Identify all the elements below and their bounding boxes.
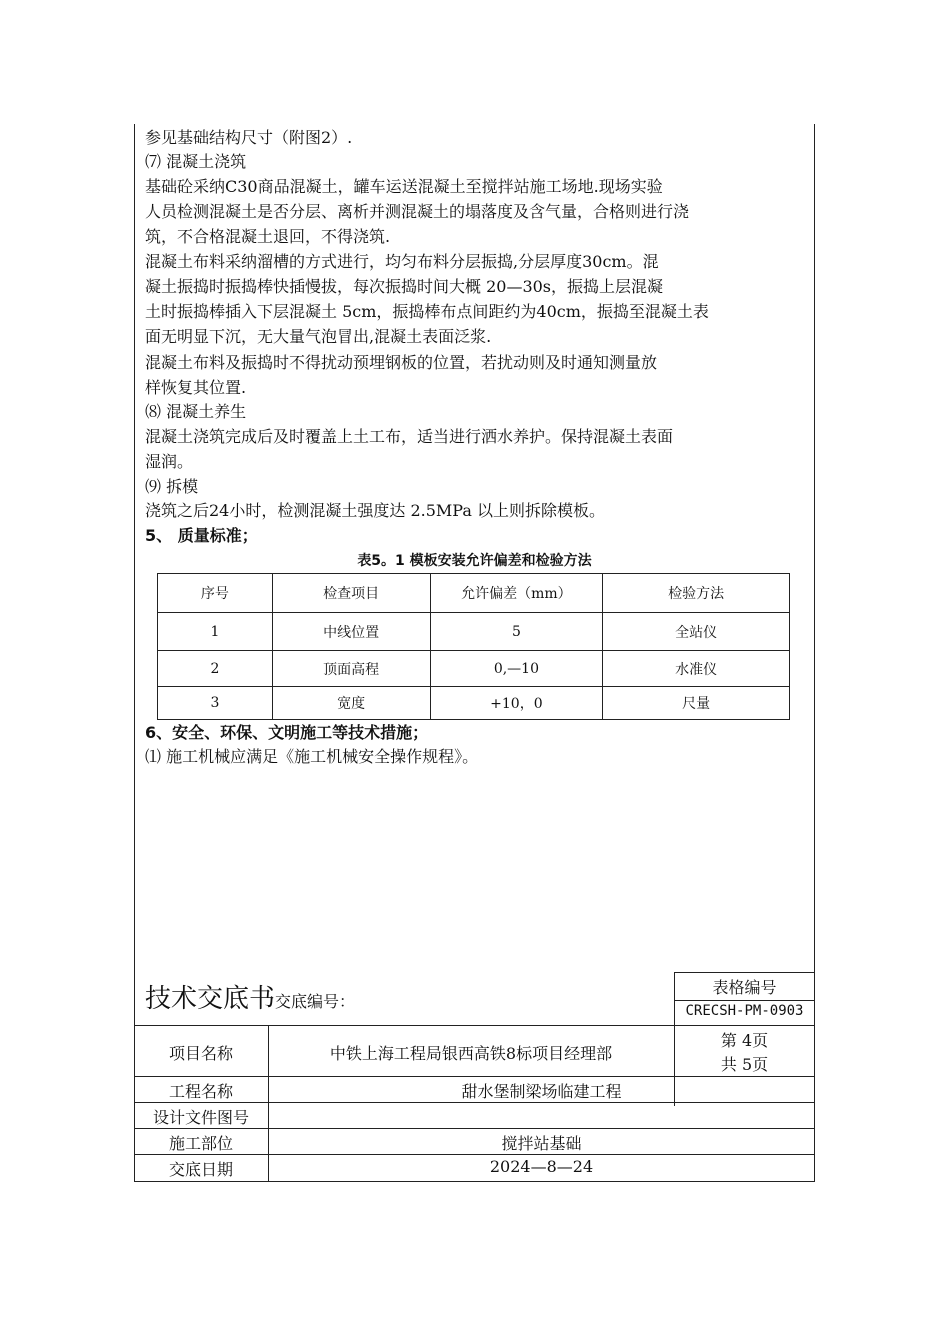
table-row: [158, 613, 790, 651]
body-line: 人员检测混凝土是否分层、离析并测混凝土的塌落度及含气量，合格则进行浇: [145, 202, 690, 221]
divider: [674, 972, 815, 973]
project-label: 项目名称: [168, 1044, 233, 1063]
divider: [134, 1025, 815, 1026]
table-cell: 0,—10: [430, 651, 603, 687]
body-line: ⑴ 施工机械应满足《施工机械安全操作规程》。: [145, 747, 479, 766]
divider: [134, 1154, 815, 1155]
body-line: 混凝土布料及振捣时不得扰动预埋钢板的位置，若扰动则及时通知测量放: [145, 353, 658, 372]
table-cell: 5: [430, 613, 603, 651]
table-cell: 中线位置: [272, 613, 430, 651]
table-caption: 表5。1 模板安装允许偏差和检验方法: [357, 553, 592, 569]
page-total: 共 5页: [720, 1055, 769, 1074]
body-line: 样恢复其位置.: [145, 378, 247, 397]
body-line: 土时振捣棒插入下层混凝土 5cm，振捣棒布点间距约为40cm，振捣至混凝土表: [145, 302, 709, 321]
divider: [674, 1000, 815, 1001]
page-current: 第 4页: [720, 1031, 769, 1050]
date-value: 2024—8—24: [489, 1157, 594, 1176]
table-header: 允许偏差（mm）: [430, 574, 603, 613]
body-line: 浇筑之后24小时，检测混凝土强度达 2.5MPa 以上则拆除模板。: [145, 501, 605, 520]
body-line: ⑼ 拆模: [145, 477, 199, 496]
form-title-text: 技术交底书: [145, 984, 276, 1014]
table-cell: 尺量: [603, 687, 790, 720]
date-label: 交底日期: [168, 1160, 233, 1179]
project-value: 中铁上海工程局银西高铁8标项目经理部: [329, 1044, 613, 1063]
divider: [134, 1128, 815, 1129]
form-no-label: 表格编号: [712, 978, 777, 997]
table-row: [158, 687, 790, 720]
table-header-row: [158, 574, 790, 613]
table-cell: 1: [158, 613, 273, 651]
form-no-value: CRECSH-PM-0903: [685, 1003, 804, 1019]
body-line: ⑺ 混凝土浇筑: [145, 152, 247, 171]
body-line: 参见基础结构尺寸（附图2）.: [145, 128, 353, 147]
body-line: 凝土振捣时振捣棒快插慢拔，每次振捣时间大概 20—30s，振捣上层混凝: [145, 277, 664, 296]
table-header: 检查项目: [272, 574, 430, 613]
tolerance-table: [157, 573, 790, 720]
body-line: 基础砼采纳C30商品混凝土，罐车运送混凝土至搅拌站施工场地.现场实验: [145, 177, 663, 196]
table-header: 检验方法: [603, 574, 790, 613]
part-label: 施工部位: [168, 1134, 233, 1153]
body-line: ⑻ 混凝土养生: [145, 402, 247, 421]
table-cell: +10，0: [430, 687, 603, 720]
form-title: [145, 978, 355, 1015]
section-heading-safety: 6、安全、环保、文明施工等技术措施；: [145, 723, 429, 742]
part-value: 搅拌站基础: [501, 1134, 582, 1153]
form-number-label: 交底编号：: [275, 992, 356, 1011]
table-cell: 宽度: [272, 687, 430, 720]
divider: [134, 1076, 815, 1077]
design-label: 设计文件图号: [152, 1108, 249, 1127]
body-line: 面无明显下沉，无大量气泡冒出,混凝土表面泛浆.: [145, 327, 492, 346]
divider: [134, 1102, 815, 1103]
table-cell: 全站仪: [603, 613, 790, 651]
table-row: [158, 651, 790, 687]
table-cell: 顶面高程: [272, 651, 430, 687]
table-cell: 水准仪: [603, 651, 790, 687]
body-line: 混凝土布料采纳溜槽的方式进行，均匀布料分层振捣,分层厚度30cm。混: [145, 252, 659, 271]
table-cell: 2: [158, 651, 273, 687]
table-header: 序号: [158, 574, 273, 613]
body-line: 筑，不合格混凝土退回，不得浇筑.: [145, 227, 391, 246]
table-cell: 3: [158, 687, 273, 720]
body-line: 混凝土浇筑完成后及时覆盖上土工布，适当进行洒水养护。保持混凝土表面: [145, 427, 674, 446]
works-value: 甜水堡制梁场临建工程: [461, 1082, 622, 1101]
body-line: 湿润。: [145, 452, 194, 471]
section-heading-quality: 5、 质量标准；: [145, 526, 258, 545]
works-label: 工程名称: [168, 1082, 233, 1101]
